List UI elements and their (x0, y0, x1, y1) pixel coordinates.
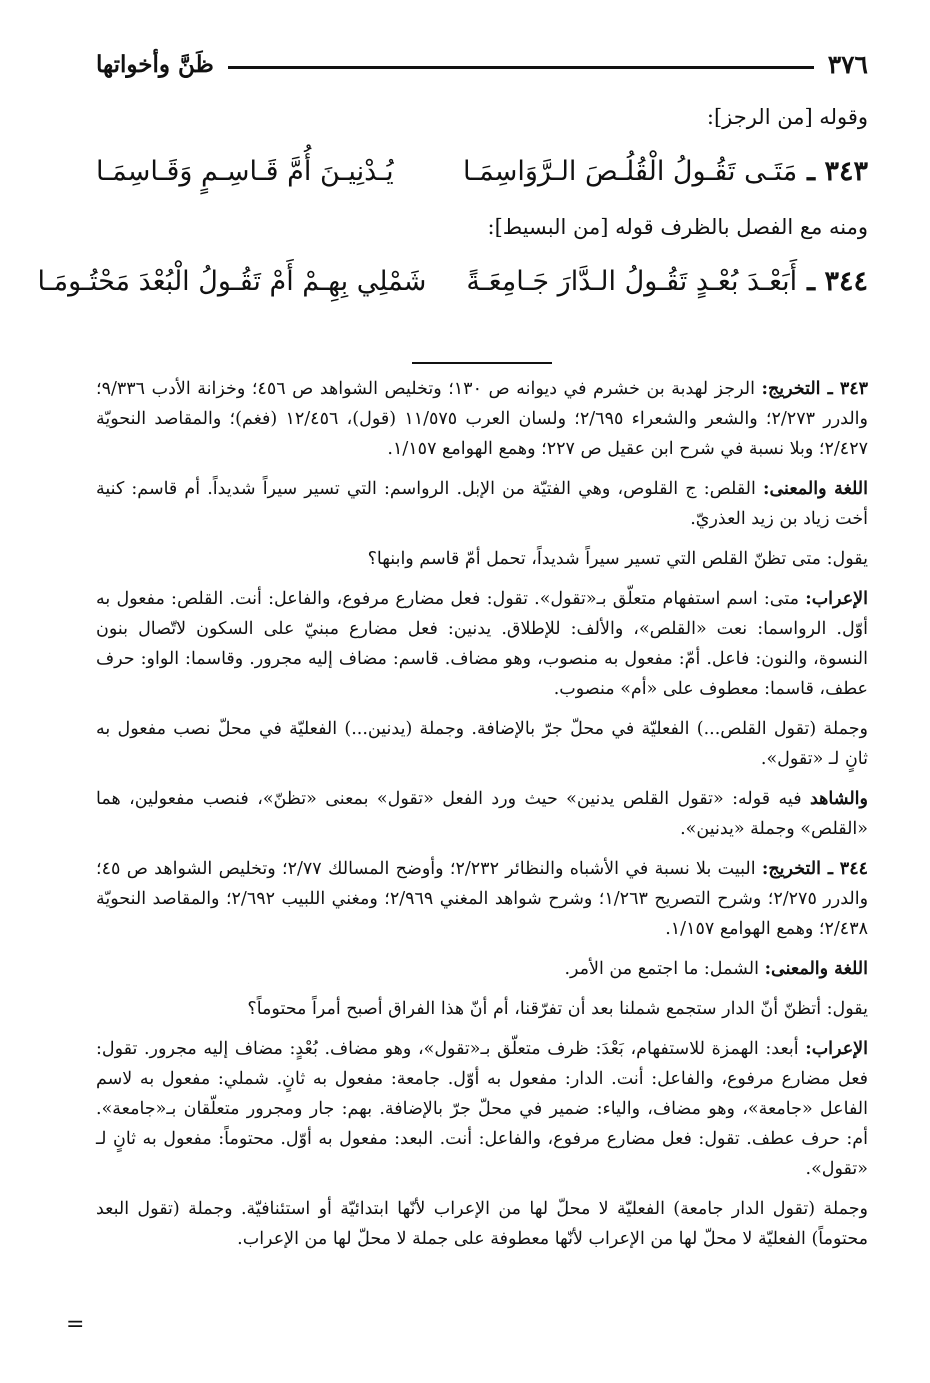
page-number: ٣٧٦ (827, 49, 868, 79)
footnote-label: اللغة والمعنى: (764, 959, 868, 979)
footnote-label: ٣٤٣ ـ التخريج: (761, 379, 869, 399)
page-header (96, 44, 868, 84)
footnote-text: الرجز لهدبة بن خشرم في ديوانه ص ١٣٠؛ وتخليص الشواهد ص ٤٥٦؛ وخزانة الأدب ٩/٣٣٦؛ والدرر ٢/٢٧٣؛ والشعر والشعراء ٢/٦٩٥؛ ولسان العرب ١١/٥٧٥ (قول)، ١٢/٤٥٦ (فغم)؛ والمقاصد النحويّة ٢/٤٢٧؛ وبلا نسبة في شرح ابن عقيل ص ٢٢٧؛ وهمع الهوامع ١/١٥٧. (96, 379, 868, 459)
footnote-text: الشمل: ما اجتمع من الأمر. (564, 959, 765, 979)
header-rule (228, 66, 814, 69)
footnote-paragraph (96, 954, 868, 984)
footnote-paragraph (96, 784, 868, 844)
verse-hemistich-second: شَمْلِي بِهِـمْ أَمْ تَقُـولُ الْبُعْدَ مَحْتُـومَـا (37, 266, 427, 297)
footnote-paragraph (96, 994, 868, 1024)
footnote-label: اللغة والمعنى: (763, 479, 868, 499)
footnote-paragraph (96, 854, 868, 944)
footnote-paragraph (96, 1194, 868, 1254)
footnote-text: أبعد: الهمزة للاستفهام، بَعْدَ: ظرف متعلّق بـ«تقول»، وهو مضاف. بُعْدٍ: مضاف إليه مجرور. تقول: فعل مضارع مرفوع، والفاعل: أنت. الدار: مفعول به أوّل. جامعة: مفعول به ثانٍ. شملي: مفعول به لاسم الفاعل «جامعة»، وهو مضاف، والياء: ضمير في محلّ جرّ بالإضافة. بهم: جار ومجرور متعلّقان بـ«جامعة». أم: حرف عطف. تقول: فعل مضارع مرفوع، والفاعل: أنت. البعد: مفعول به أوّل. محتوماً: مفعول به ثانٍ لـ «تقول». (96, 1039, 868, 1179)
verse-hemistich-second: يُـدْنِيـنَ أُمَّ قَـاسِـمٍ وَقَـاسِمَـا (96, 156, 394, 187)
chapter-title: ظَنَّ وأخواتها (96, 50, 214, 78)
footnote-paragraph (96, 544, 868, 574)
verse-number: ٣٤٤ ـ (807, 266, 868, 297)
verse-number: ٣٤٣ ـ (807, 156, 868, 187)
verse-hemistich-first: مَتَـى تَقُـولُ الْقُلُـصَ الـرَّوَاسِمَـا (462, 156, 798, 187)
footnote-text: يقول: أتظنّ أنّ الدار ستجمع شملنا بعد أن تفرّقنا، أم أنّ هذا الفراق أصبح أمراً محتوماً؟ (247, 999, 868, 1019)
footnote-label: الإعراب: (805, 1039, 868, 1059)
verse-344 (37, 260, 868, 304)
footnote-paragraph (96, 1034, 868, 1184)
footnote-paragraph (96, 714, 868, 774)
footnote-paragraph (96, 374, 868, 464)
footnote-text: البيت بلا نسبة في الأشباه والنظائر ٢/٢٣٢؛ وأوضح المسالك ٢/٧٧؛ وتخليص الشواهد ص ٤٥؛ والدرر ٢/٢٧٥؛ وشرح التصريح ١/٢٦٣؛ وشرح شواهد المغني ٢/٩٦٩؛ ومغني اللبيب ٢/٦٩٢؛ والمقاصد النحويّة ٢/٤٣٨؛ وهمع الهوامع ١/١٥٧. (96, 859, 869, 939)
footnote-divider (412, 362, 552, 364)
footnote-text: يقول: متى تظنّ القلص التي تسير سيراً شديداً، تحمل أمّ قاسم وابنها؟ (367, 549, 868, 569)
continuation-mark: = (66, 1312, 85, 1337)
footnote-text: القلص: ج القلوص، وهي الفتيّة من الإبل. الرواسم: التي تسير سيراً شديداً. أم قاسم: كنية أخت زياد بن زيد العذريّ. (96, 479, 868, 529)
footnote-paragraph (96, 474, 868, 534)
intro-verse-344: ومنه مع الفصل بالظرف قوله [من البسيط]: (487, 215, 868, 239)
footnote-label: ٣٤٤ ـ التخريج: (761, 859, 868, 879)
intro-verse-343: وقوله [من الرجز]: (706, 105, 868, 129)
footnote-text: وجملة (تقول القلص...) الفعليّة في محلّ جرّ بالإضافة. وجملة (يدنين...) الفعليّة في محلّ نصب مفعول به ثانٍ لـ «تقول». (96, 719, 868, 769)
footnote-paragraph (96, 584, 868, 704)
footnote-label: الإعراب: (805, 589, 868, 609)
footnote-text: وجملة (تقول الدار جامعة) الفعليّة لا محلّ لها من الإعراب لأنّها ابتدائيّة أو استئنافيّة. وجملة (تقول البعد محتوماً) الفعليّة لا محلّ لها من الإعراب لأنّها معطوفة على جملة لا محلّ لها من الإعراب. (96, 1199, 868, 1249)
footnote-text: فيه قوله: «تقول القلص يدنين» حيث ورد الفعل «تقول» بمعنى «تظنّ»، فنصب مفعولين، هما «القلص» وجملة «يدنين». (96, 789, 868, 839)
verse-hemistich-first: أَبَعْـدَ بُعْـدٍ تَقُـولُ الـدَّارَ جَـامِعَـةً (466, 266, 798, 297)
verse-343 (96, 150, 868, 194)
footnotes (96, 374, 868, 1254)
footnote-label: والشاهد (809, 789, 868, 809)
footnote-text: متى: اسم استفهام متعلّق بـ«تقول». تقول: فعل مضارع مرفوع، والفاعل: أنت. القلص: مفعول به أوّل. الرواسما: نعت «القلص»، والألف: للإطلاق. يدنين: فعل مضارع مبنيّ على السكون لاتّصال بنون النسوة، والنون: فاعل. أمّ: مفعول به منصوب، وهو مضاف. قاسم: مضاف إليه مجرور. وقاسما: الواو: حرف عطف، قاسما: معطوف على «أم» منصوب. (96, 589, 868, 699)
